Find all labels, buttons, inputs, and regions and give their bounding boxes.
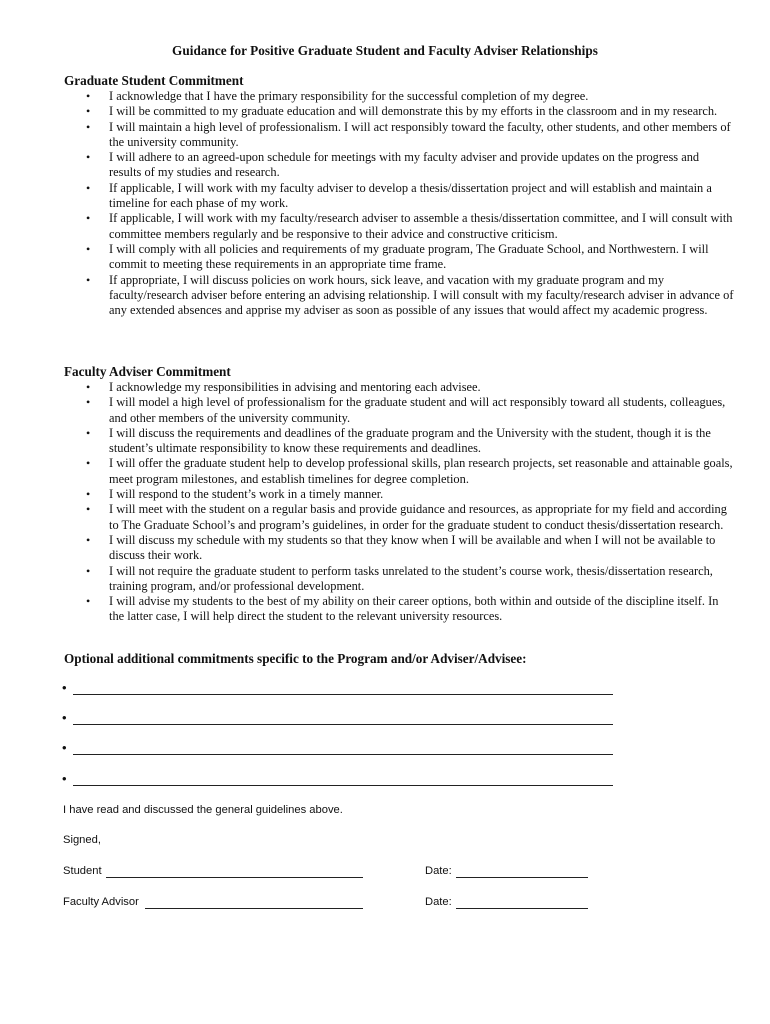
bullet-icon: • bbox=[62, 771, 67, 786]
faculty-advisor-signature-line[interactable] bbox=[145, 908, 363, 909]
faculty-date-label: Date: bbox=[425, 896, 452, 908]
list-item: • I will maintain a high level of professionalism. I will act responsibly toward the faculty, other students, and other members of the university community. bbox=[64, 120, 734, 151]
document-title: Guidance for Positive Graduate Student and Faculty Adviser Relationships bbox=[172, 43, 598, 58]
list-item: • If appropriate, I will discuss policies on work hours, sick leave, and vacation with my graduate program and my faculty/research adviser before entering an advising relationship. I will consult with my faculty/research adviser in advance of any extended absences and apprise my adviser as soon as possible of any issues that would affect my academic progress. bbox=[64, 273, 734, 319]
list-item: • I will advise my students to the best of my ability on their career options, both within and outside of the discipline itself. In the latter case, I will help direct the student to the relevant university resources. bbox=[64, 594, 734, 625]
acknowledgement-statement: I have read and discussed the general guidelines above. bbox=[63, 804, 343, 816]
list-item: • If applicable, I will work with my faculty adviser to develop a thesis/dissertation project and will establish and maintain a timeline for each phase of my work. bbox=[64, 181, 734, 212]
student-commitment-list bbox=[64, 89, 734, 318]
list-item: • I will offer the graduate student help to develop professional skills, plan research projects, set reasonable and attainable goals, meet program milestones, and establish timelines for degree completion. bbox=[64, 456, 734, 487]
blank-rule bbox=[73, 785, 613, 786]
list-item: • I will meet with the student on a regular basis and provide guidance and resources, as appropriate for my field and according to The Graduate School’s and program’s guidelines, in order for the graduate student to conduct thesis/dissertation research. bbox=[64, 502, 734, 533]
student-date-label: Date: bbox=[425, 865, 452, 877]
list-item: • I will discuss my schedule with my students so that they know when I will be available and when I will not be available to discuss their work. bbox=[64, 533, 734, 564]
faculty-commitment-list bbox=[64, 380, 734, 625]
blank-rule bbox=[73, 694, 613, 695]
bullet-icon: • bbox=[62, 740, 67, 755]
list-item: • I will model a high level of professionalism for the graduate student and will act responsibly toward all students, colleagues, and other members of the university community. bbox=[64, 395, 734, 426]
list-item: • I acknowledge that I have the primary responsibility for the successful completion of my degree. bbox=[64, 89, 734, 104]
list-item: • I acknowledge my responsibilities in advising and mentoring each advisee. bbox=[64, 380, 734, 395]
list-item: • I will adhere to an agreed-upon schedule for meetings with my faculty adviser and provide updates on the progress and results of my studies and research. bbox=[64, 150, 734, 181]
optional-commitments-heading: Optional additional commitments specific to the Program and/or Adviser/Advisee: bbox=[64, 651, 527, 666]
blank-rule bbox=[73, 724, 613, 725]
student-commitment-heading: Graduate Student Commitment bbox=[64, 73, 244, 88]
list-item: • I will be committed to my graduate education and will demonstrate this by my efforts in the classroom and in my research. bbox=[64, 104, 734, 119]
list-item: • I will not require the graduate student to perform tasks unrelated to the student’s course work, thesis/dissertation research, training program, and/or professional development. bbox=[64, 564, 734, 595]
student-date-line[interactable] bbox=[456, 877, 588, 878]
list-item: • If applicable, I will work with my faculty/research adviser to assemble a thesis/dissertation committee, and I will consult with committee members regularly and be responsive to their advice and constructive criticism. bbox=[64, 211, 734, 242]
blank-rule bbox=[73, 754, 613, 755]
student-signature-line[interactable] bbox=[106, 877, 363, 878]
bullet-icon: • bbox=[62, 680, 67, 695]
faculty-date-line[interactable] bbox=[456, 908, 588, 909]
list-item: • I will respond to the student’s work in a timely manner. bbox=[64, 487, 734, 502]
list-item: • I will discuss the requirements and deadlines of the graduate program and the University with the student, though it is the student’s ultimate responsibility to know these requirements and deadlines. bbox=[64, 426, 734, 457]
list-item: • I will comply with all policies and requirements of my graduate program, The Graduate School, and Northwestern. I will commit to meeting these requirements in an appropriate time frame. bbox=[64, 242, 734, 273]
faculty-advisor-label: Faculty Advisor bbox=[63, 896, 139, 908]
bullet-icon: • bbox=[62, 710, 67, 725]
faculty-commitment-heading: Faculty Adviser Commitment bbox=[64, 364, 231, 379]
signed-label: Signed, bbox=[63, 834, 101, 846]
student-label: Student bbox=[63, 865, 102, 877]
